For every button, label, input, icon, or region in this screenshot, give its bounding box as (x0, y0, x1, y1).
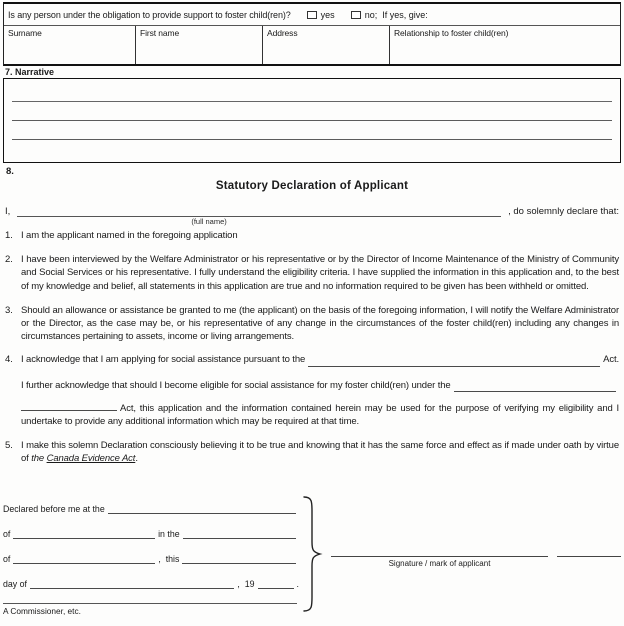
in-the-label: in the (158, 529, 180, 539)
support-question: Is any person under the obligation to provide support to foster child(ren)? (8, 9, 291, 20)
item-number: 2. (5, 254, 13, 266)
applicant-signature-line[interactable] (331, 547, 548, 557)
day-of-label: day of (3, 579, 27, 589)
support-person-row (4, 25, 620, 64)
applicant-signature-block (325, 547, 621, 616)
declared-label: Declared before me at the (3, 504, 105, 514)
intro-prefix: I, (5, 206, 13, 217)
jurat-brace (296, 503, 325, 616)
full-name-blank[interactable] (17, 206, 502, 226)
item-text: I have been interviewed by the Welfare Administrator or his representative or by the Director of Income Maintenance of the Ministry of Community and Social Services or his representative. I fully understand the eligibility criteria. I have supplied the information in this application and, to the best of my knowledge and belief, all statements in this application are true and no information required to be given has been withheld or omitted. (21, 254, 619, 292)
narrative-rule-line (12, 120, 612, 139)
municipality-blank[interactable] (13, 528, 155, 539)
year-19-label: , 19 (237, 579, 255, 589)
item5-the: the (31, 453, 47, 465)
item-number: 3. (5, 304, 13, 316)
day-number-blank[interactable] (182, 553, 296, 564)
further-acknowledge-row (21, 379, 619, 392)
signature-label: Signature / mark of applicant (388, 559, 491, 568)
declared-row-2 (3, 528, 299, 539)
of-label: of (3, 529, 11, 539)
address-header: Address (267, 28, 298, 38)
support-question-row (4, 4, 620, 25)
act-name-blank-2[interactable] (454, 381, 616, 392)
item-number: 4. (5, 354, 13, 366)
item5-period: . (135, 453, 138, 465)
narrative-rule-line (12, 101, 612, 120)
declared-row-1 (3, 503, 299, 514)
year-blank[interactable] (258, 578, 294, 589)
declaration-item-4 (3, 353, 621, 428)
declaration-item-1 (3, 229, 621, 242)
relationship-cell[interactable] (389, 26, 620, 64)
commissioner-label: A Commissioner, etc. (3, 606, 81, 616)
declaration-item-2 (3, 253, 621, 293)
full-name-hint: (full name) (191, 217, 227, 226)
item-text: I am the applicant named in the foregoing application (21, 230, 238, 241)
curly-brace-icon (301, 496, 323, 612)
yes-checkbox-label: yes (320, 9, 335, 20)
item4-line1-prefix: I acknowledge that I am applying for social assistance pursuant to the (21, 354, 306, 366)
declaration-title: Statutory Declaration of Applicant (215, 180, 409, 192)
signature-extra-line[interactable] (557, 547, 621, 557)
item4-line1-suffix: Act. (603, 354, 619, 366)
act-name-blank-3[interactable] (21, 402, 117, 411)
narrative-section-label: 7. Narrative (5, 67, 55, 77)
act-fill-row (21, 353, 619, 366)
declared-row-3 (3, 553, 299, 564)
of-label-2: of (3, 554, 11, 564)
declarant-name-row (3, 206, 621, 226)
county-blank[interactable] (13, 553, 155, 564)
item-number: 1. (5, 230, 13, 241)
intro-suffix: , do solemnly declare that: (505, 206, 619, 217)
act-name-blank[interactable] (308, 356, 600, 367)
further-acknowledge-continued (21, 402, 619, 428)
section-8-number: 8. (6, 166, 14, 177)
item5-text: I make this solemn Declaration consciously believing it to be true and knowing that it has the same force and effect as if made under oath by virtue of (21, 440, 619, 465)
place-blank[interactable] (108, 503, 296, 514)
address-cell[interactable] (262, 26, 389, 64)
item4-para2-cont: Act, this application and the information contained herein may be used for the purpose of verifying my eligibility and I undertake to provide any additional information which may be required at that time. (21, 402, 619, 428)
jurat-block (3, 503, 621, 616)
declaration-item-5 (3, 439, 621, 465)
this-label: , this (158, 554, 180, 564)
support-obligation-table (3, 2, 621, 66)
month-blank[interactable] (30, 578, 234, 589)
yes-checkbox[interactable] (307, 11, 317, 19)
item-text: Should an allowance or assistance be granted to me (the applicant) on the basis of the foregoing information, I will notify the Welfare Administrator or the Director, as the case may be, or his representative of any change in the circumstances of the foster child(ren) including any changes in circumstances pertaining to assets, income or living arrangements. (21, 304, 619, 343)
no-checkbox[interactable] (351, 11, 361, 19)
relationship-header: Relationship to foster child(ren) (394, 28, 509, 38)
surname-cell[interactable] (4, 26, 135, 64)
declared-before-block (3, 503, 299, 616)
declared-row-4 (3, 578, 299, 589)
item-number: 5. (5, 440, 13, 452)
narrative-rule-line (12, 139, 612, 158)
commissioner-signature-line[interactable] (3, 603, 297, 616)
region-type-blank[interactable] (183, 528, 296, 539)
period: . (296, 579, 299, 589)
item4-para2-prefix: I further acknowledge that should I become eligible for social assistance for my foster child(ren) under the (21, 379, 451, 391)
canada-evidence-act: Canada Evidence Act (46, 453, 136, 465)
first-name-cell[interactable] (135, 26, 262, 64)
no-checkbox-label: no; If yes, give: (364, 9, 428, 20)
narrative-box[interactable] (3, 78, 621, 163)
first-name-header: First name (140, 28, 180, 38)
surname-header: Surname (8, 28, 42, 38)
declaration-item-3 (3, 304, 621, 344)
